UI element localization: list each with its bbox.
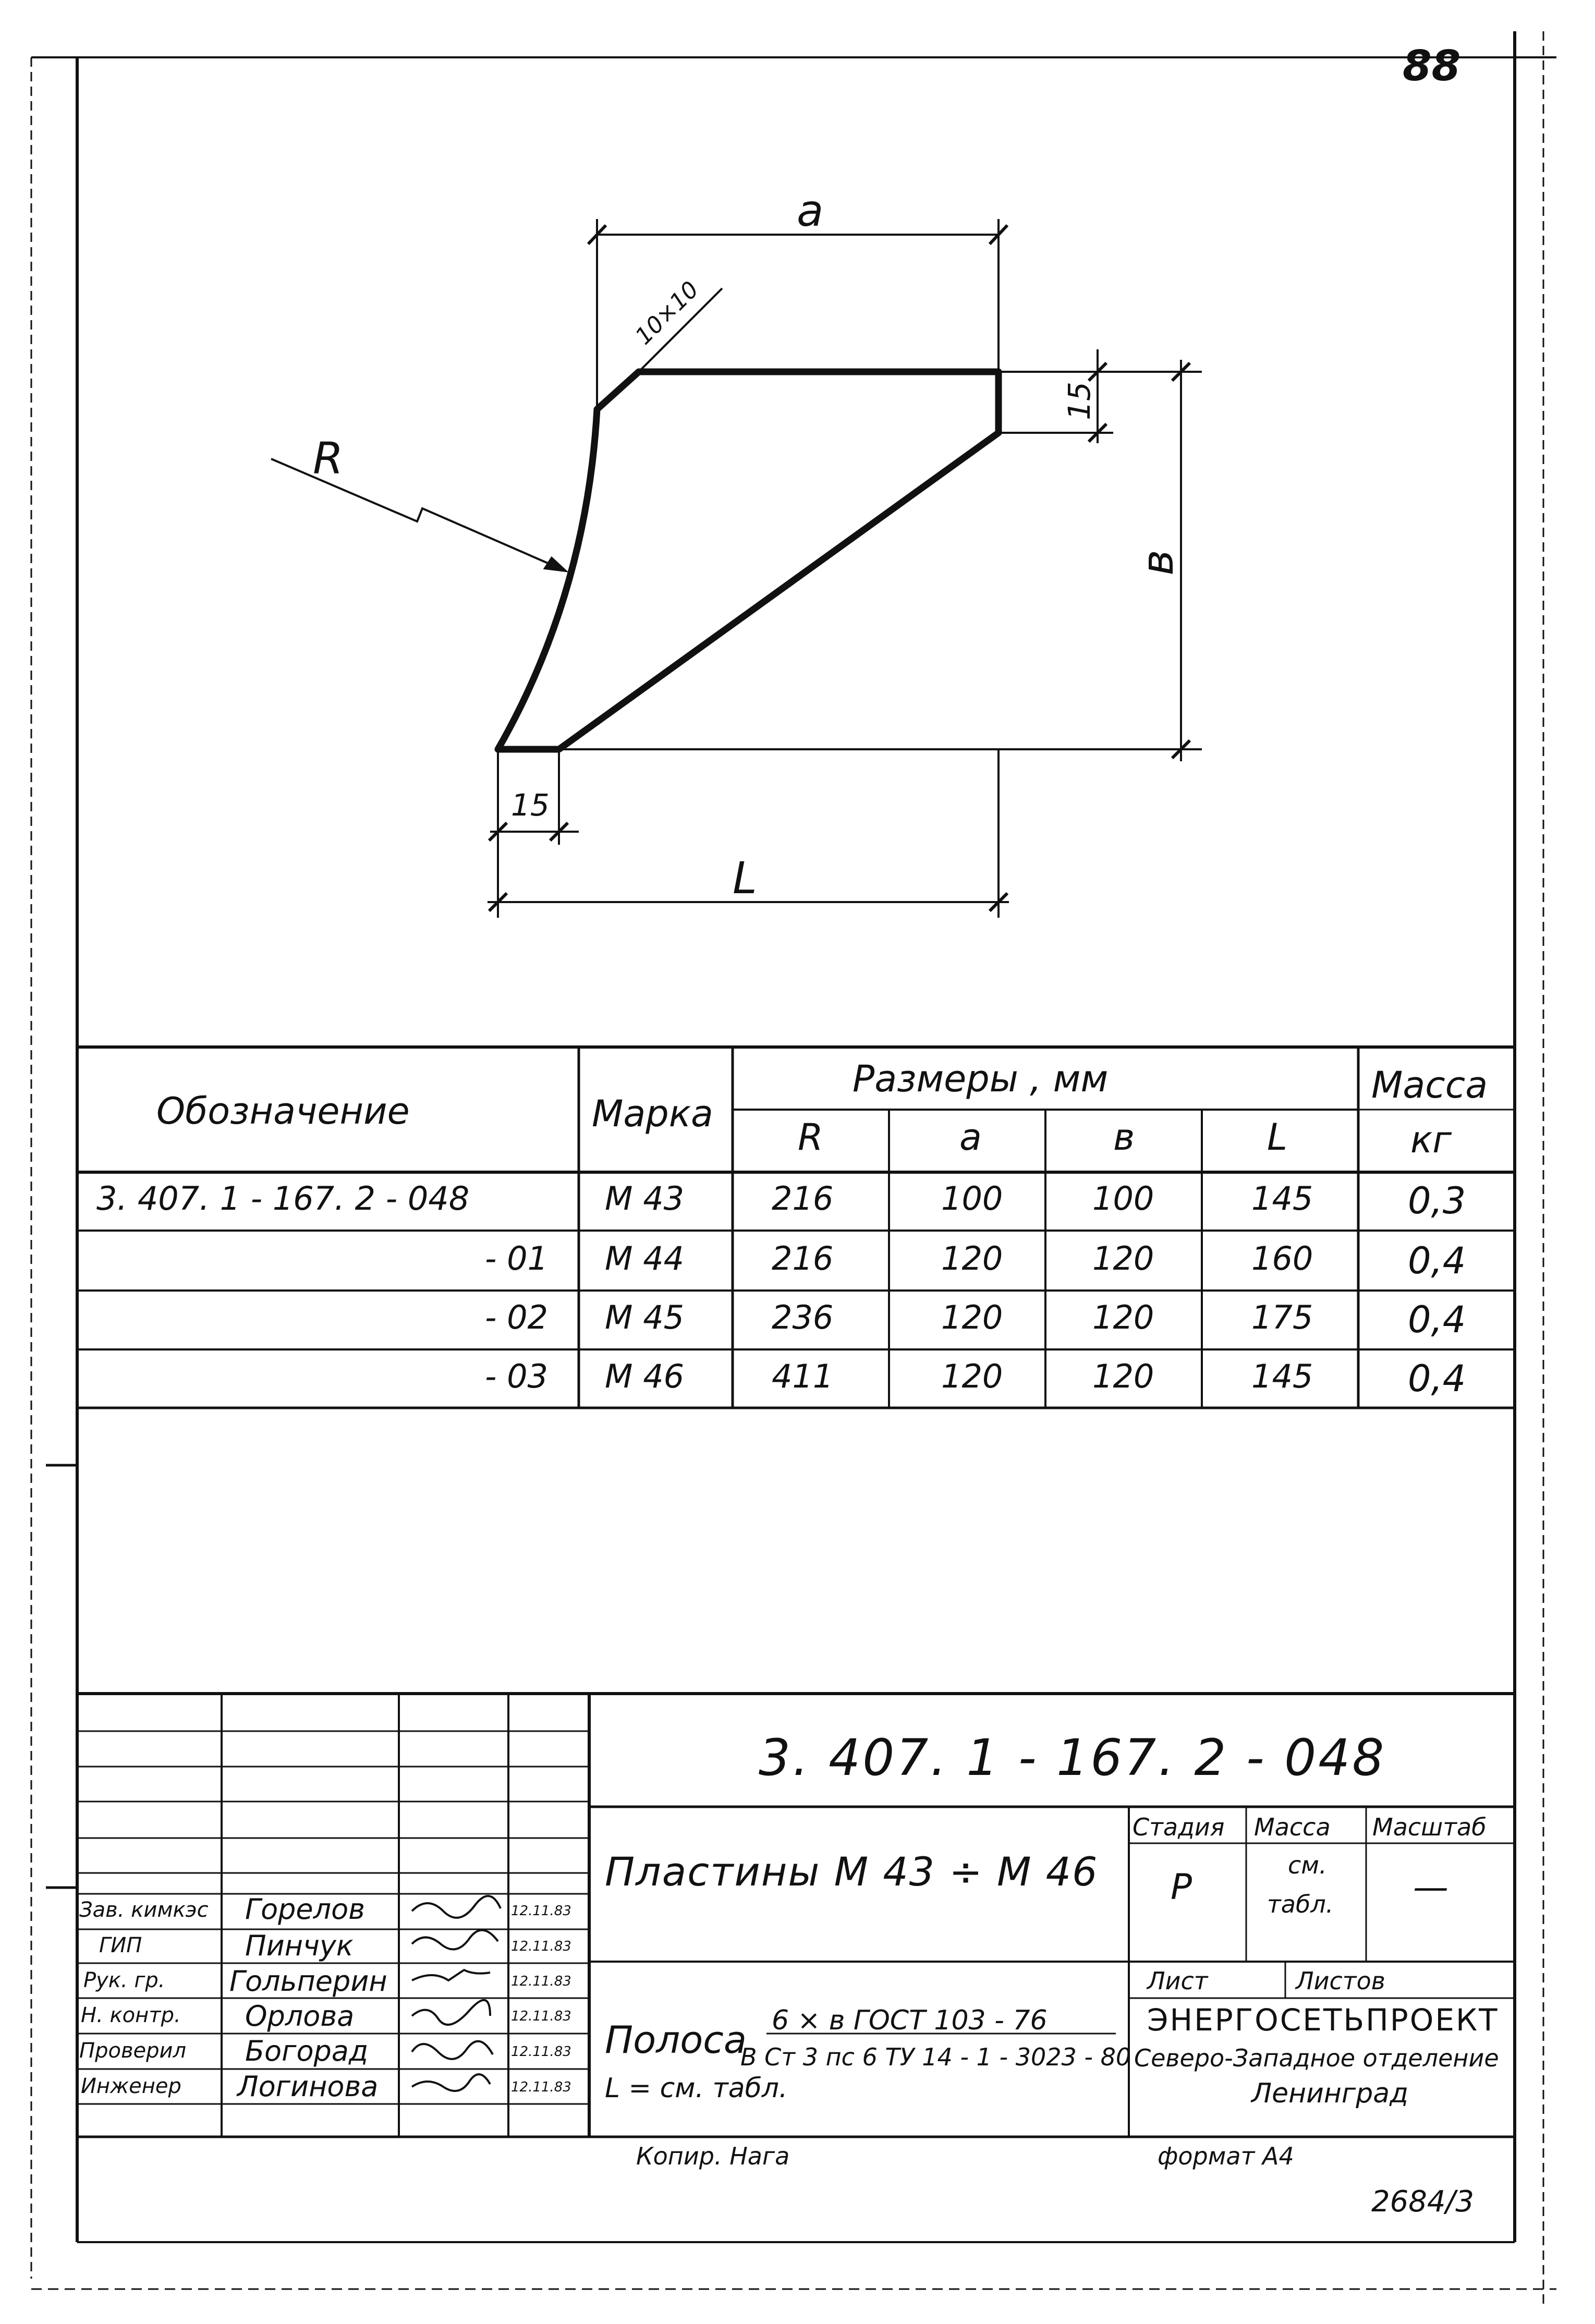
dim-label-15-bottom: 15: [511, 787, 550, 823]
material-label: Полоса: [605, 2018, 747, 2062]
row-1-mark: М 43: [605, 1179, 685, 1218]
header-b: в: [1113, 1116, 1135, 1159]
signer-role: Инженер: [81, 2074, 181, 2098]
plate-outline: [498, 372, 999, 749]
material-size: 6 × в ГОСТ 103 - 76: [772, 2005, 1048, 2036]
row-4-L: 145: [1251, 1357, 1313, 1395]
chamfer-label: 10×10: [630, 276, 704, 350]
page-number: 88: [1403, 42, 1461, 90]
header-L: L: [1267, 1116, 1287, 1159]
signer-date: 12.11.83: [511, 1939, 571, 1954]
material-grade: В Ст 3 пс 6 ТУ 14 - 1 - 3023 - 80: [740, 2043, 1131, 2071]
row-4-a: 120: [941, 1357, 1003, 1395]
row-3-L: 175: [1251, 1298, 1313, 1336]
signer-role: ГИП: [99, 1933, 142, 1957]
signer-name: Логинова: [237, 2070, 379, 2103]
stage-label: Стадия: [1133, 1813, 1225, 1841]
row-4-designation: - 03: [485, 1357, 548, 1395]
signer-name: Орлова: [245, 2000, 355, 2033]
header-dimensions: Размеры , мм: [853, 1057, 1109, 1100]
row-2-a: 120: [941, 1239, 1003, 1277]
row-3-a: 120: [941, 1298, 1003, 1336]
signatures: [412, 1896, 501, 2091]
row-4-R: 411: [772, 1357, 834, 1395]
row-1-mass: 0,3: [1408, 1179, 1466, 1222]
row-4-mass: 0,4: [1408, 1357, 1466, 1400]
item-name: Пластины М 43 ÷ М 46: [605, 1848, 1099, 1895]
header-mass-unit: кг: [1410, 1118, 1452, 1161]
row-4-mark: М 46: [605, 1357, 685, 1395]
sheet-format: формат А4: [1158, 2142, 1294, 2170]
dimension-lines: [271, 219, 1202, 918]
row-1-a: 100: [941, 1179, 1003, 1218]
signer-name: Пинчук: [245, 1929, 354, 1962]
dim-label-15-top: 15: [1061, 382, 1097, 420]
dim-label-R: R: [313, 433, 344, 484]
row-3-b: 120: [1092, 1298, 1154, 1336]
row-2-L: 160: [1251, 1239, 1313, 1277]
signer-role: Рук. гр.: [83, 1968, 165, 1992]
org-division: Северо-Западное отделение: [1134, 2044, 1499, 2072]
mass-value-2: табл.: [1267, 1890, 1334, 1918]
row-3-designation: - 02: [485, 1298, 548, 1336]
org-city: Ленинград: [1251, 2078, 1409, 2109]
row-3-R: 236: [772, 1298, 834, 1336]
row-2-designation: - 01: [485, 1239, 548, 1277]
length-note: L = см. табл.: [605, 2073, 788, 2104]
row-1-R: 216: [772, 1179, 834, 1218]
dim-label-a: a: [797, 185, 824, 236]
signer-role: Проверил: [79, 2039, 187, 2063]
signer-date: 12.11.83: [511, 1903, 571, 1919]
doc-code: 3. 407. 1 - 167. 2 - 048: [759, 1729, 1386, 1787]
signer-name: Горелов: [245, 1893, 366, 1926]
signer-name: Гольперин: [229, 1965, 387, 1998]
row-3-mark: М 45: [605, 1298, 685, 1336]
mass-label: Масса: [1254, 1813, 1331, 1841]
header-a: a: [959, 1116, 982, 1159]
signer-role: Зав. кимкэс: [79, 1898, 209, 1922]
signer-date: 12.11.83: [511, 2079, 571, 2095]
header-designation: Обозначение: [156, 1090, 410, 1133]
row-1-b: 100: [1092, 1179, 1154, 1218]
copied-by: Копир. Нага: [636, 2142, 790, 2170]
org-name: ЭНЕРГОСЕТЬПРОЕКТ: [1147, 2002, 1499, 2038]
dim-label-b: в: [1131, 550, 1183, 576]
signer-role: Н. контр.: [81, 2003, 181, 2027]
row-2-R: 216: [772, 1239, 834, 1277]
row-2-mass: 0,4: [1408, 1239, 1466, 1282]
row-3-mass: 0,4: [1408, 1298, 1466, 1341]
signer-date: 12.11.83: [511, 1974, 571, 1989]
row-1-L: 145: [1251, 1179, 1313, 1218]
signer-date: 12.11.83: [511, 2009, 571, 2024]
sheet-label: Лист: [1147, 1967, 1208, 1995]
dim-label-L: L: [733, 853, 757, 904]
scale-value: —: [1413, 1867, 1448, 1908]
row-2-mark: М 44: [605, 1239, 685, 1277]
sheets-label: Листов: [1296, 1967, 1385, 1995]
row-2-b: 120: [1092, 1239, 1154, 1277]
row-1-designation: 3. 407. 1 - 167. 2 - 048: [96, 1179, 470, 1218]
header-R: R: [798, 1116, 823, 1159]
signer-date: 12.11.83: [511, 2044, 571, 2060]
signer-name: Богорад: [245, 2035, 369, 2067]
archive-number: 2684/3: [1371, 2185, 1475, 2219]
scale-label: Масштаб: [1372, 1813, 1487, 1841]
row-4-b: 120: [1092, 1357, 1154, 1395]
header-mass: Масса: [1371, 1064, 1488, 1106]
mass-value-1: см.: [1288, 1851, 1327, 1879]
header-mark: Марка: [592, 1092, 713, 1135]
stage-value: Р: [1171, 1867, 1192, 1908]
